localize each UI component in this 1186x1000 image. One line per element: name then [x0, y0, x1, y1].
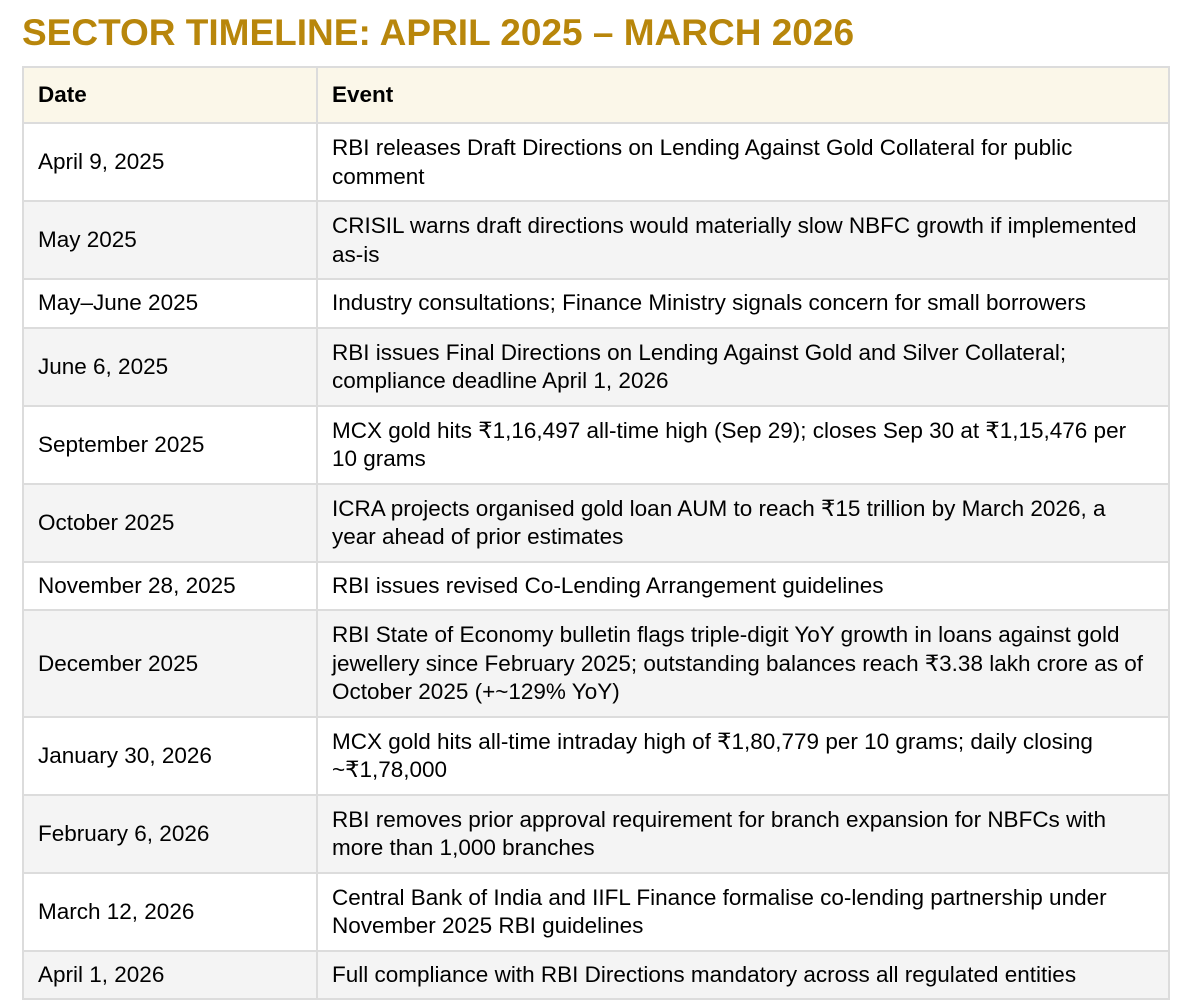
column-header-event: Event	[317, 67, 1169, 123]
date-cell: April 9, 2025	[23, 123, 317, 201]
event-cell: RBI issues revised Co-Lending Arrangement guidelines	[317, 562, 1169, 611]
event-cell: Central Bank of India and IIFL Finance formalise co-lending partnership under November 2025 RBI guidelines	[317, 873, 1169, 951]
table-row	[23, 484, 1169, 562]
event-cell: CRISIL warns draft directions would materially slow NBFC growth if implemented as-is	[317, 201, 1169, 279]
date-cell: May 2025	[23, 201, 317, 279]
event-cell: RBI issues Final Directions on Lending Against Gold and Silver Collateral; compliance deadline April 1, 2026	[317, 328, 1169, 406]
table-row	[23, 328, 1169, 406]
date-cell: May–June 2025	[23, 279, 317, 328]
date-cell: December 2025	[23, 610, 317, 717]
date-cell: October 2025	[23, 484, 317, 562]
table-row	[23, 279, 1169, 328]
table-row	[23, 795, 1169, 873]
date-cell: September 2025	[23, 406, 317, 484]
event-cell: RBI releases Draft Directions on Lending Against Gold Collateral for public comment	[317, 123, 1169, 201]
table-row	[23, 123, 1169, 201]
date-cell: March 12, 2026	[23, 873, 317, 951]
event-cell: ICRA projects organised gold loan AUM to reach ₹15 trillion by March 2026, a year ahead of prior estimates	[317, 484, 1169, 562]
table-row	[23, 873, 1169, 951]
event-cell: RBI State of Economy bulletin flags triple-digit YoY growth in loans against gold jewellery since February 2025; outstanding balances reach ₹3.38 lakh crore as of October 2025 (+~129% YoY)	[317, 610, 1169, 717]
event-cell: Industry consultations; Finance Ministry signals concern for small borrowers	[317, 279, 1169, 328]
table-row	[23, 610, 1169, 717]
event-cell: RBI removes prior approval requirement for branch expansion for NBFCs with more than 1,000 branches	[317, 795, 1169, 873]
table-row	[23, 717, 1169, 795]
event-cell: MCX gold hits ₹1,16,497 all-time high (Sep 29); closes Sep 30 at ₹1,15,476 per 10 grams	[317, 406, 1169, 484]
date-cell: June 6, 2025	[23, 328, 317, 406]
table-row	[23, 951, 1169, 1000]
date-cell: January 30, 2026	[23, 717, 317, 795]
table-row	[23, 201, 1169, 279]
table-header-row	[23, 67, 1169, 123]
date-cell: February 6, 2026	[23, 795, 317, 873]
page-title: SECTOR TIMELINE: APRIL 2025 – MARCH 2026	[22, 12, 855, 53]
column-header-date: Date	[23, 67, 317, 123]
date-cell: April 1, 2026	[23, 951, 317, 1000]
table-row	[23, 562, 1169, 611]
event-cell: Full compliance with RBI Directions mandatory across all regulated entities	[317, 951, 1169, 1000]
timeline-table	[22, 66, 1170, 1000]
event-cell: MCX gold hits all-time intraday high of ₹1,80,779 per 10 grams; daily closing ~₹1,78,000	[317, 717, 1169, 795]
date-cell: November 28, 2025	[23, 562, 317, 611]
table-row	[23, 406, 1169, 484]
